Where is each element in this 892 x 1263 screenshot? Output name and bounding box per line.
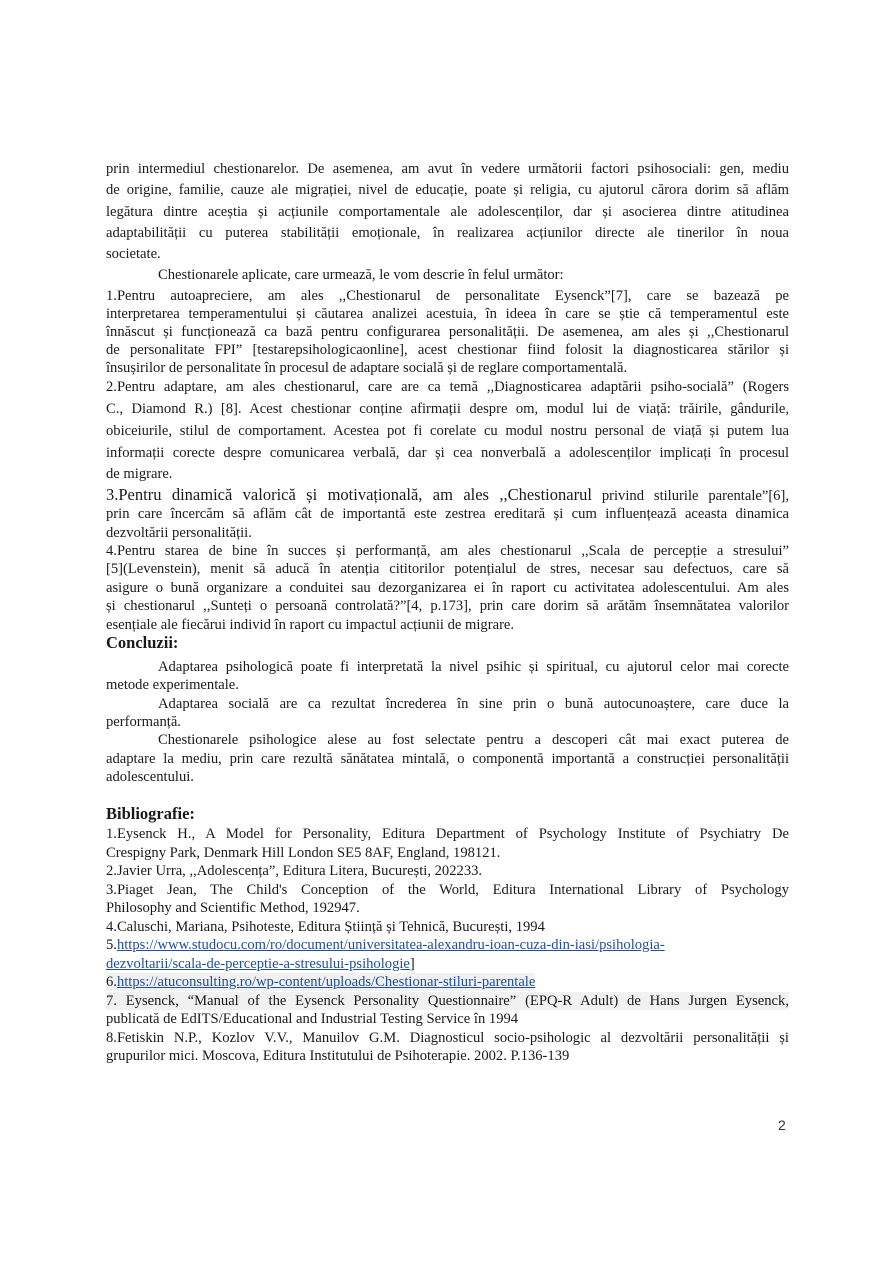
paragraph-line: legătura dintre aceștia și acțiunile comportamentale ale adolescenților, dar și asocierea dintre atitudinea bbox=[106, 204, 789, 220]
item4-line: 4.Pentru starea de bine în succes și performanță, am ales chestionarul ,,Scala de percepție a stresului” bbox=[106, 543, 789, 559]
entry-number: 5. bbox=[106, 937, 117, 953]
conclusion-line: Adaptarea psihologică poate fi interpretată la nivel psihic și spiritual, cu ajutorul celor mai corecte bbox=[158, 659, 789, 675]
entry-suffix: ] bbox=[409, 956, 415, 972]
conclusion-line: adolescentului. bbox=[106, 769, 194, 785]
paragraph-line: de origine, familie, cauze ale migrației, nivel de educație, poate și religia, cu ajutorul cărora dorim să aflăm bbox=[106, 182, 789, 198]
bibliography-entry: Philosophy and Scientific Method, 192947. bbox=[106, 900, 360, 916]
bibliography-entry: 4.Caluschi, Mariana, Psihoteste, Editura Știință și Tehnică, București, 1994 bbox=[106, 919, 545, 935]
bibliography-entry: 8.Fetiskin N.P., Kozlov V.V., Manuilov G.M. Diagnosticul socio-psihologic al dezvoltării personalității și bbox=[106, 1030, 789, 1046]
conclusion-line: metode experimentale. bbox=[106, 677, 239, 693]
item4-line: [5](Levenstein), menit să aducă în atenția cititorilor potențialul de stres, necesar sau defectuos, care să bbox=[106, 561, 789, 577]
bibliography-entry: 2.Javier Urra, ,,Adolescența”, Editura Litera, București, 202233. bbox=[106, 863, 483, 879]
conclusions-heading: Concluzii: bbox=[106, 633, 179, 652]
studocu-link-cont[interactable]: dezvoltarii/scala-de-perceptie-a-stresului-psihologie bbox=[106, 956, 410, 972]
item4-line: și chestionarul ,,Sunteți o persoană controlată?”[4, p.173], prin care dorim să arătăm însemnătatea valorilor bbox=[106, 598, 789, 614]
page-number: 2 bbox=[778, 1117, 786, 1133]
bibliography-entry: 1.Eysenck H., A Model for Personality, Editura Department of Psychology Institute of Psychiatry De bbox=[106, 826, 789, 842]
paragraph-line: societate. bbox=[106, 246, 161, 262]
item4-line: asigure o bună organizare a conduitei sau dezorganizarea ei în raport cu activitatea adolescentului. Am ales bbox=[106, 580, 789, 596]
bibliography-entry bbox=[106, 973, 535, 991]
bibliography-entry: 7. Eysenck, “Manual of the Eysenck Personality Questionnaire” (EPQ-R Adult) de Hans Jurgen Eysenck, bbox=[106, 993, 789, 1009]
bibliography-entry: publicată de EdITS/Educational and Industrial Testing Service în 1994 bbox=[106, 1011, 519, 1027]
bibliography-entry: 3.Piaget Jean, The Child's Conception of the World, Editura International Library of Psychology bbox=[106, 882, 789, 898]
paragraph-line: adaptabilității cu puterea stabilității emoționale, în realizarea acțiunilor directe ale tinerilor în noua bbox=[106, 225, 789, 241]
item3-lead: 3.Pentru dinamică valorică și motivațională, am ales ,,Chestionarul bbox=[106, 485, 592, 504]
item2-line: C., Diamond R.) [8]. Acest chestionar conține afirmații despre om, modul lui de viață: trăirile, gândurile, bbox=[106, 401, 789, 417]
item1-line: însușirilor de personalitate în procesul de adaptare socială și de reglare comportamentală. bbox=[106, 360, 628, 376]
item1-line: interpretarea temperamentului și căutarea analizei acestuia, în ideea în care se știe că temperamentul este bbox=[106, 306, 789, 322]
bibliography-entry bbox=[106, 955, 789, 973]
item1-line: 1.Pentru autoapreciere, am ales ,,Chestionarul de personalitate Eysenck”[7], care se bazează pe bbox=[106, 288, 789, 304]
item1-line: de personalitate FPI” [testarepsihologicaonline], acest chestionar fiind folosit la diagnosticarea stărilor și bbox=[106, 342, 789, 358]
item3-lead-rest: privind stilurile parentale”[6], bbox=[591, 488, 789, 504]
item3-line: dezvoltării personalității. bbox=[106, 525, 252, 541]
item2-line: de migrare. bbox=[106, 466, 173, 482]
item4-line: esențiale ale fiecărui individ în raport cu impactul acțiunii de migrare. bbox=[106, 617, 515, 633]
item2-line: obiceiurile, stilul de comportament. Acestea pot fi corelate cu modul nostru personal de viață și putem lua bbox=[106, 423, 789, 439]
conclusion-line: Chestionarele psihologice alese au fost selectate pentru a descoperi cât mai exact puterea de bbox=[158, 732, 789, 748]
paragraph-line: prin intermediul chestionarelor. De asemenea, am avut în vedere următorii factori psihosociali: gen, mediu bbox=[106, 161, 789, 177]
bibliography-entry bbox=[106, 936, 789, 954]
conclusion-line: adaptare la mediu, prin care rezultă sănătatea mintală, o componentă importantă a construcției personalității bbox=[106, 751, 789, 767]
conclusion-line: performanță. bbox=[106, 714, 181, 730]
atuconsulting-link[interactable]: https://atuconsulting.ro/wp-content/uploads/Chestionar-stiluri-parentale bbox=[116, 974, 536, 990]
bibliography-heading: Bibliografie: bbox=[106, 804, 195, 823]
conclusion-line: Adaptarea socială are ca rezultat încrederea în sine prin o bună autocunoaștere, care duce la bbox=[158, 696, 789, 712]
studocu-link[interactable]: https://www.studocu.com/ro/document/universitatea-alexandru-ioan-cuza-din-iasi/psihologia- bbox=[116, 937, 665, 953]
bibliography-entry: grupurilor mici. Moscova, Editura Institutului de Psihoterapie. 2002. P.136-139 bbox=[106, 1048, 570, 1064]
item3-line bbox=[106, 486, 789, 505]
item1-line: înnăscut și funcționează ca bază pentru configurarea personalității. De asemenea, am ales și ,,Chestionarul bbox=[106, 324, 789, 340]
entry-number: 6. bbox=[106, 974, 117, 990]
item2-line: 2.Pentru adaptare, am ales chestionarul, care are ca temă ,,Diagnosticarea adaptării psiho-socială” (Rogers bbox=[106, 379, 789, 395]
bibliography-entry: Crespigny Park, Denmark Hill London SE5 8AF, England, 198121. bbox=[106, 845, 501, 861]
item2-line: informații corecte despre comunicarea verbală, dar și cea nonverbală a adolescenților implicați în procesul bbox=[106, 445, 789, 461]
item3-line: prin care încercăm să aflăm cât de importantă este zestrea ereditară și cum influențează aceasta dinamica bbox=[106, 506, 789, 522]
questionnaires-intro: Chestionarele aplicate, care urmează, le vom descrie în felul următor: bbox=[158, 267, 564, 283]
